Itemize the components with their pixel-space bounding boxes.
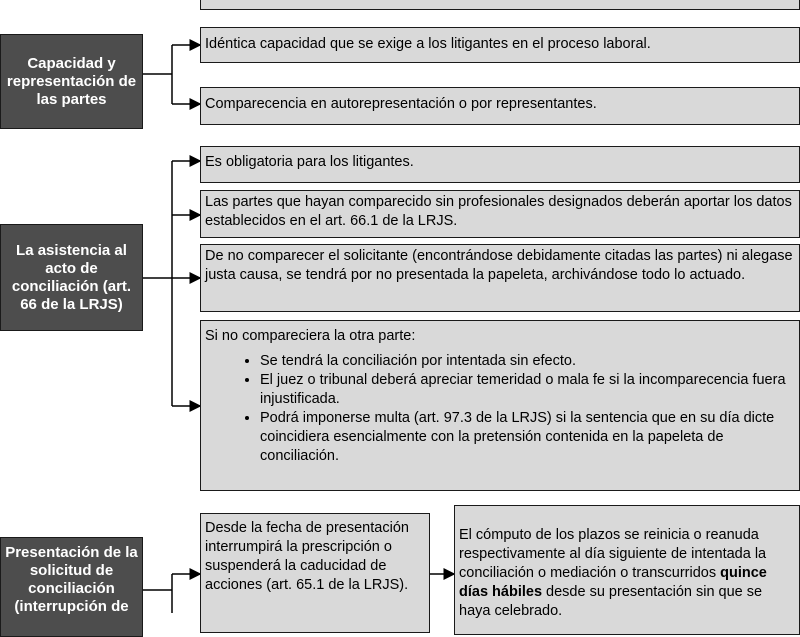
asistencia-title: La asistencia al acto de conciliación (art. 66 de la LRJS)	[0, 224, 143, 331]
presentacion-title: Presentación de la solicitud de conciliación (interrupción de	[0, 537, 143, 637]
presentacion-item-left: Desde la fecha de presentación interrumpirá la prescripción o suspenderá la caducidad de acciones (art. 65.1 de la LRJS).	[200, 513, 430, 633]
plazos-text-start: El cómputo de los plazos se reinicia o reanuda respectivamente al día siguiente de intentada la conciliación o mediación o transcurridos	[459, 527, 767, 581]
previous-section-box	[200, 0, 800, 10]
presentacion-item-right	[454, 505, 800, 635]
otra-parte-intro: Si no compareciera la otra parte:	[205, 328, 416, 344]
capacidad-item-2: Comparecencia en autorepresentación o por representantes.	[200, 87, 800, 125]
asistencia-item-4	[200, 320, 800, 491]
otra-parte-list	[205, 352, 795, 466]
capacidad-title: Capacidad y representación de las partes	[0, 34, 143, 129]
capacidad-item-1: Idéntica capacidad que se exige a los litigantes en el proceso laboral.	[200, 27, 800, 63]
asistencia-item-2: Las partes que hayan comparecido sin profesionales designados deberán aportar los datos establecidos en el art. 66.1 de la LRJS.	[200, 190, 800, 238]
otra-parte-bullet: • Se tendrá la conciliación por intentada sin efecto.	[260, 352, 795, 371]
otra-parte-bullet: • El juez o tribunal deberá apreciar temeridad o mala fe si la incomparecencia fuera injustificada.	[260, 371, 795, 409]
asistencia-item-1: Es obligatoria para los litigantes.	[200, 146, 800, 183]
plazos-text-bold: quince días hábiles	[459, 565, 767, 600]
asistencia-item-3: De no comparecer el solicitante (encontrándose debidamente citadas las partes) ni alegase justa causa, se tendrá por no presentada la papeleta, archivándose todo lo actuado.	[200, 244, 800, 312]
otra-parte-bullet: • Podrá imponerse multa (art. 97.3 de la LRJS) si la sentencia que en su día dicte coincidiera esencialmente con la pretensión contenida en la papeleta de conciliación.	[260, 409, 795, 466]
plazos-text-end: desde su presentación sin que se haya celebrado.	[459, 584, 763, 619]
